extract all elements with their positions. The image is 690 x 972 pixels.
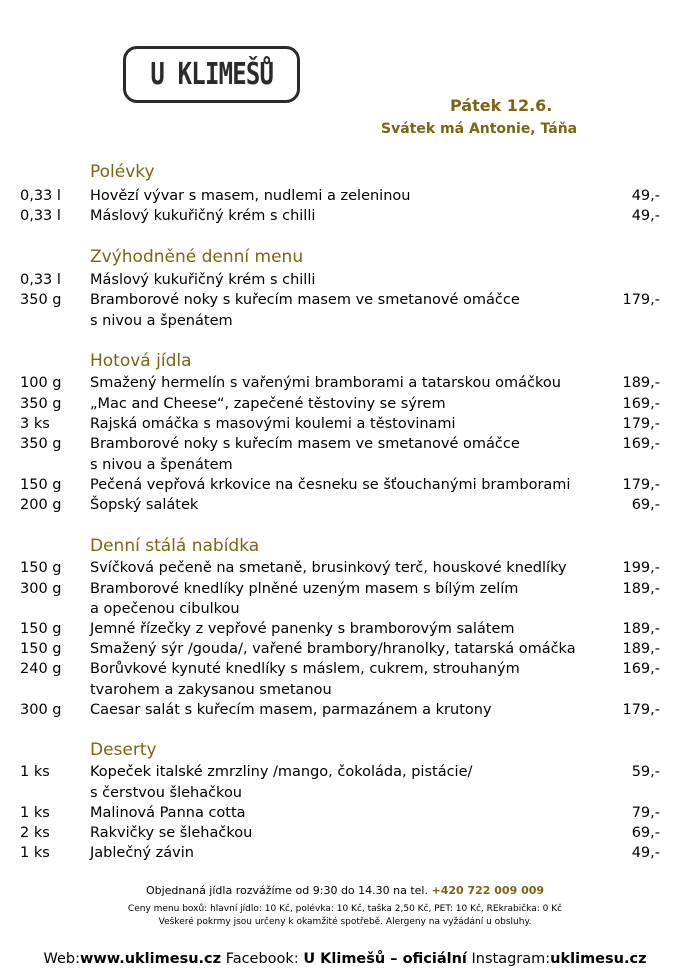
item-description: Máslový kukuřičný krém s chilli [90,208,316,224]
item-description: Caesar salát s kuřecím masem, parmazánem a krutony [90,702,492,718]
item-price: 189,- [622,641,660,657]
menu-item [0,186,690,206]
item-price: 59,- [631,764,660,780]
item-price: 189,- [622,375,660,391]
item-quantity: 300 g [20,702,62,718]
menu-item [0,373,690,393]
item-quantity: 3 ks [20,416,50,432]
menu-item [0,206,690,226]
item-price: 169,- [622,436,660,452]
instagram-label: Instagram: [471,951,551,967]
item-quantity: 0,33 l [20,272,61,288]
facebook-link[interactable]: U Klimešů – oficiální [303,951,467,967]
phone-number: +420 722 009 009 [431,884,545,897]
item-description: Borůvkové kynuté knedlíky s máslem, cukrem, strouhaným [90,661,520,677]
item-quantity: 0,33 l [20,208,61,224]
item-description: Pečená vepřová krkovice na česneku se šťouchanými bramborami [90,477,571,493]
item-quantity: 200 g [20,497,62,513]
item-description: Rajská omáčka s masovými koulemi a těstovinami [90,416,456,432]
item-price: 179,- [622,702,660,718]
section-title-desserts: Deserty [90,740,157,760]
item-quantity: 150 g [20,621,62,637]
item-description: Bramborové noky s kuřecím masem ve smetanové omáčce [90,292,520,308]
item-quantity: 300 g [20,581,62,597]
menu-item [0,495,690,515]
menu-item [0,434,690,454]
item-description-cont: s čerstvou šlehačkou [90,785,243,801]
logo-text: U KLIMEŠŮ [150,57,273,92]
item-description: Máslový kukuřičný krém s chilli [90,272,316,288]
item-quantity: 150 g [20,641,62,657]
item-description: Jablečný závin [90,845,194,861]
item-price: 179,- [622,416,660,432]
item-description: Šopský salátek [90,497,199,513]
item-quantity: 150 g [20,477,62,493]
item-quantity: 240 g [20,661,62,677]
item-description: Jemné řízečky z vepřové panenky s bramborovým salátem [90,621,515,637]
menu-item [0,579,690,599]
menu-item [0,270,690,290]
item-description-cont: a opečenou cibulkou [90,601,240,617]
item-description: Malinová Panna cotta [90,805,246,821]
menu-date: Pátek 12.6. [450,96,553,115]
section-title-daily-menu: Zvýhodněné denní menu [90,247,304,267]
item-quantity: 1 ks [20,764,50,780]
item-quantity: 1 ks [20,805,50,821]
item-description: Smažený hermelín s vařenými bramborami a tatarskou omáčkou [90,375,561,391]
item-price: 199,- [622,560,660,576]
item-price: 69,- [631,497,660,513]
web-label: Web: [43,951,80,967]
item-price: 69,- [631,825,660,841]
item-description: Svíčková pečeně na smetaně, brusinkový terč, houskové knedlíky [90,560,567,576]
menu-item-continuation [0,455,690,475]
item-price: 49,- [631,188,660,204]
menu-item [0,700,690,720]
item-quantity: 0,33 l [20,188,61,204]
item-price: 179,- [622,292,660,308]
section-title-standard-offer: Denní stálá nabídka [90,536,260,556]
menu-item [0,823,690,843]
instagram-link[interactable]: uklimesu.cz [550,951,647,967]
item-price: 79,- [631,805,660,821]
menu-item-continuation [0,680,690,700]
item-description: Bramborové knedlíky plněné uzeným masem s bílým zelím [90,581,519,597]
item-description-cont: tvarohem a zakysanou smetanou [90,682,332,698]
menu-item [0,619,690,639]
item-description: Hovězí vývar s masem, nudlemi a zeleninou [90,188,411,204]
item-price: 169,- [622,661,660,677]
item-description: Rakvičky se šlehačkou [90,825,253,841]
item-quantity: 350 g [20,292,62,308]
facebook-label: Facebook: [225,951,299,967]
menu-item [0,762,690,782]
nameday-text: Svátek má Antonie, Táňa [381,121,578,137]
menu-item [0,843,690,863]
website-link[interactable]: www.uklimesu.cz [79,951,222,967]
menu-item [0,558,690,578]
item-description: Smažený sýr /gouda/, vařené brambory/hranolky, tatarská omáčka [90,641,576,657]
item-price: 49,- [631,845,660,861]
contact-links [0,951,690,967]
item-price: 49,- [631,208,660,224]
allergen-note: Veškeré pokrmy jsou určeny k okamžité spotřebě. Alergeny na vyžádání u obsluhy. [158,917,532,927]
section-title-main-dishes: Hotová jídla [90,351,192,371]
item-price: 189,- [622,581,660,597]
delivery-info [0,884,690,898]
item-quantity: 2 ks [20,825,50,841]
item-description-cont: s nivou a špenátem [90,457,233,473]
item-description-cont: s nivou a špenátem [90,313,233,329]
menu-item-continuation [0,311,690,331]
fee-info [0,903,690,929]
item-quantity: 100 g [20,375,62,391]
menu-item-continuation [0,599,690,619]
item-description: „Mac and Cheese“, zapečené těstoviny se sýrem [90,396,446,412]
item-price: 179,- [622,477,660,493]
item-price: 169,- [622,396,660,412]
menu-item [0,659,690,679]
delivery-text: Objednaná jídla rozvážíme od 9:30 do 14.30 na tel. [145,884,428,897]
menu-item [0,803,690,823]
menu-item [0,639,690,659]
item-price: 189,- [622,621,660,637]
item-quantity: 150 g [20,560,62,576]
menu-item [0,414,690,434]
menu-item [0,394,690,414]
menu-item [0,475,690,495]
box-fees-text: Ceny menu boxů: hlavní jídlo: 10 Kč, polévka: 10 Kč, taška 2,50 Kč, PET: 10 Kč, REkrabička: 0 Kč [127,904,563,914]
item-description: Kopeček italské zmrzliny /mango, čokoláda, pistácie/ [90,764,473,780]
restaurant-logo [123,46,300,103]
item-description: Bramborové noky s kuřecím masem ve smetanové omáčce [90,436,520,452]
section-title-soups: Polévky [90,162,155,182]
menu-item-continuation [0,783,690,803]
item-quantity: 350 g [20,396,62,412]
item-quantity: 1 ks [20,845,50,861]
menu-item [0,290,690,310]
item-quantity: 350 g [20,436,62,452]
